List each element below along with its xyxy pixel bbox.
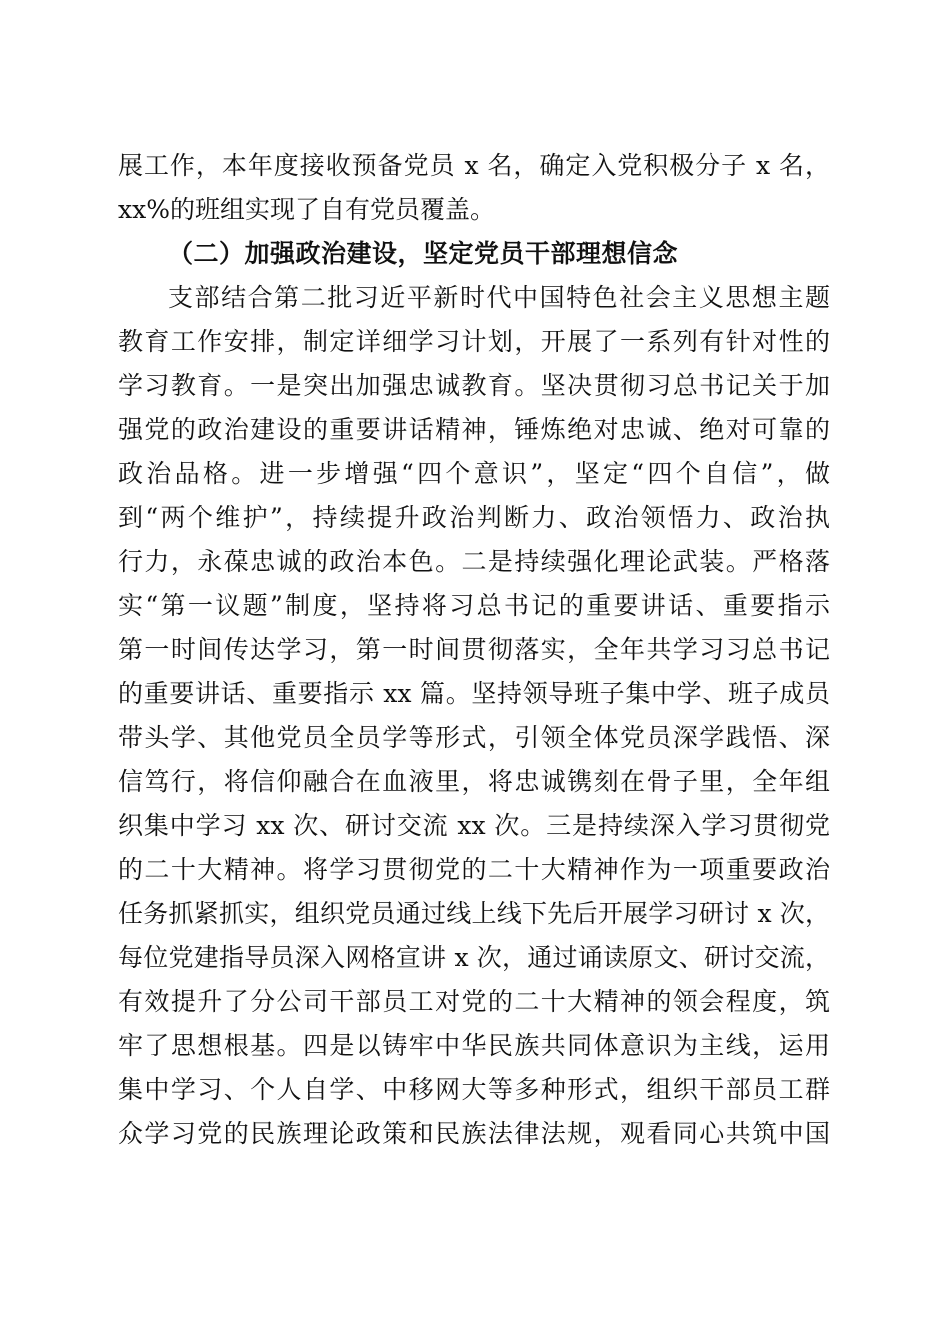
paragraph-line: 牢了思想根基。四是以铸牢中华民族共同体意识为主线，运用 — [118, 1031, 830, 1060]
paragraph-line: xx%的班组实现了自有党员覆盖。 — [118, 195, 495, 224]
paragraph-line: 的二十大精神。将学习贯彻党的二十大精神作为一项重要政治 — [118, 855, 830, 884]
paragraph-line: 到“两个维护”，持续提升政治判断力、政治领悟力、政治执 — [118, 503, 830, 532]
paragraph-line: 的重要讲话、重要指示 xx 篇。坚持领导班子集中学、班子成员 — [118, 679, 830, 708]
paragraph-line: 学习教育。一是突出加强忠诚教育。坚决贯彻习总书记关于加 — [118, 371, 830, 400]
paragraph-line: 任务抓紧抓实，组织党员通过线上线下先后开展学习研讨 x 次， — [118, 899, 830, 928]
paragraph-line: 众学习党的民族理论政策和民族法律法规，观看同心共筑中国 — [118, 1119, 830, 1148]
paragraph-line: 展工作，本年度接收预备党员 x 名，确定入党积极分子 x 名， — [118, 151, 830, 180]
paragraph-line: 第一时间传达学习，第一时间贯彻落实，全年共学习习总书记 — [118, 635, 830, 664]
paragraph-line: 有效提升了分公司干部员工对党的二十大精神的领会程度，筑 — [118, 987, 830, 1016]
paragraph-line: 强党的政治建设的重要讲话精神，锤炼绝对忠诚、绝对可靠的 — [118, 415, 830, 444]
paragraph-line: 实“第一议题”制度，坚持将习总书记的重要讲话、重要指示 — [118, 591, 830, 620]
paragraph-line: 政治品格。进一步增强“四个意识”，坚定“四个自信”，做 — [118, 459, 830, 488]
paragraph-line: 织集中学习 xx 次、研讨交流 xx 次。三是持续深入学习贯彻党 — [118, 811, 830, 840]
paragraph-line: 集中学习、个人自学、中移网大等多种形式，组织干部员工群 — [118, 1075, 830, 1104]
paragraph-line: 每位党建指导员深入网格宣讲 x 次，通过诵读原文、研讨交流， — [118, 943, 830, 972]
paragraph-line: 信笃行，将信仰融合在血液里，将忠诚镌刻在骨子里，全年组 — [118, 767, 830, 796]
paragraph-line: 教育工作安排，制定详细学习计划，开展了一系列有针对性的 — [118, 327, 830, 356]
paragraph-line: 带头学、其他党员全员学等形式，引领全体党员深学践悟、深 — [118, 723, 830, 752]
paragraph-line: 支部结合第二批习近平新时代中国特色社会主义思想主题 — [168, 283, 830, 312]
section-heading: （二）加强政治建设，坚定党员干部理想信念 — [168, 239, 679, 268]
paragraph-line: 行力，永葆忠诚的政治本色。二是持续强化理论武装。严格落 — [118, 547, 830, 576]
document-body — [118, 144, 830, 1156]
